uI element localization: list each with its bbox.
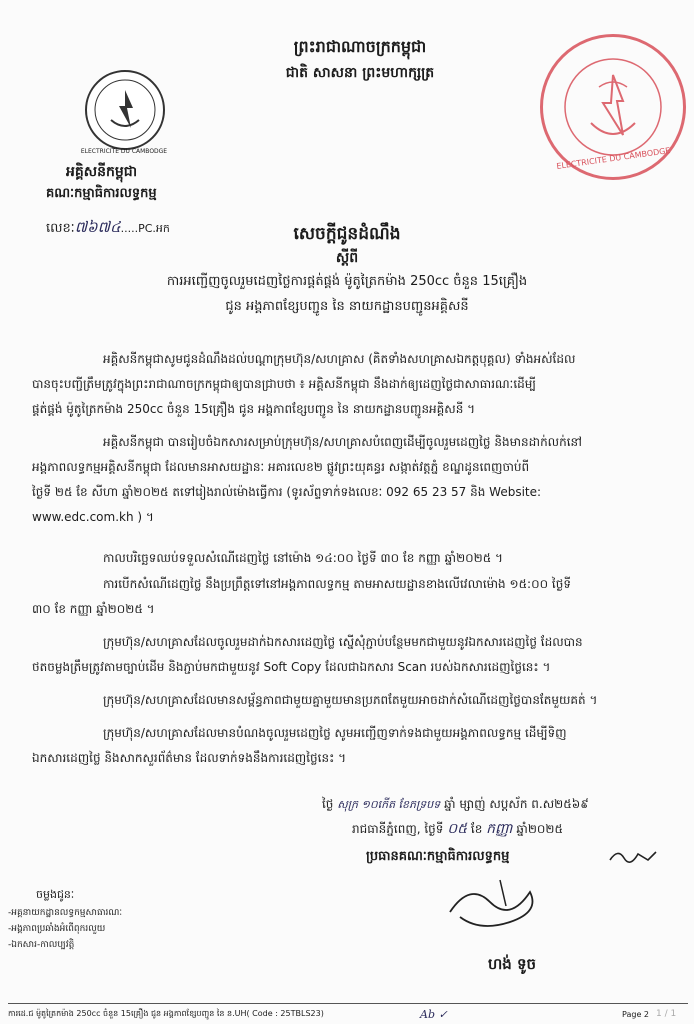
notice-subject-line2: ជូន អង្គភាពខ្សែបញ្ជូន នៃ នាយកដ្ឋានបញ្ជូនអគ្គិសនី xyxy=(225,299,469,314)
signer-name: ហង់ ទូច xyxy=(488,955,537,973)
gregorian-date xyxy=(352,820,563,838)
date-day-handwritten: ០៥ xyxy=(447,821,468,837)
cc-item: -ឯកសារ-កាលប្បវត្តិ xyxy=(8,940,75,950)
edc-logo xyxy=(85,70,165,150)
lunar-date-handwritten: សុក្រ ១០កើត ខែភទ្របទ xyxy=(337,798,441,811)
role-initials-icon xyxy=(608,846,658,866)
reference-handwritten: ៧៦៧៤ xyxy=(74,218,121,236)
paragraph-4-line-1: ការបើកសំណើដេញថ្លៃ នឹងប្រព្រឹត្តទៅនៅអង្គភាពលទ្ធកម្ម តាមអាសយដ្ឋានខាងលើវេលាម៉ោង ១៥:០០ ថ្ងៃទី xyxy=(103,577,571,591)
paragraph-1-line-3: ផ្គត់ផ្គង់ ម៉ូតូត្រៃកម៉ាង 250cc ចំនួន 15គ្រឿង ជូន អង្គភាពខ្សែបញ្ជូន នៃ នាយកដ្ឋានបញ្ជូនអគ្គិសនី ។ xyxy=(32,402,476,416)
paragraph-2-line-1: អគ្គិសនីកម្ពុជា បានរៀបចំឯកសារសម្រាប់ក្រុមហ៊ុន/សហគ្រាសបំពេញដើម្បីចូលរួមដេញថ្លៃ និងមានដាក់លក់នៅ xyxy=(103,435,582,449)
cc-item: -អគ្គនាយកដ្ឋានលទ្ធកម្មសាធារណៈ xyxy=(8,908,123,918)
paragraph-2-line-4: www.edc.com.kh ) ។ xyxy=(32,510,154,524)
notice-subject-line1: ការអញ្ជើញចូលរួមដេញថ្លៃការផ្គត់ផ្គង់ ម៉ូតូត្រៃកម៉ាង 250cc ចំនួន 15គ្រឿង xyxy=(166,274,528,289)
kingdom-title: ព្រះរាជាណាចក្រកម្ពុជា xyxy=(293,37,427,56)
reference-suffix: .....PC.អក xyxy=(120,222,170,235)
paragraph-1-line-1: អគ្គិសនីកម្ពុជាសូមជូនដំណឹងដល់បណ្តាក្រុមហ៊ុន/សហគ្រាស (គិតទាំងសហគ្រាសឯកត្តបុគ្គល) ទាំងអស់ដែល xyxy=(103,352,576,366)
footer-page-label: Page 2 xyxy=(622,1010,649,1019)
lunar-date-suffix: ឆ្នាំ ម្សាញ់ សប្តស័ក ព.ស២៥៦៩ xyxy=(444,797,589,811)
paragraph-2-line-2: អង្គភាពលទ្ធកម្មអគ្គិសនីកម្ពុជា ដែលមានអាសយដ្ឋានៈ អគារលេខ២ ផ្លូវព្រះយុគន្ធរ សង្កាត់វត្តភ្នំ ខណ្ឌដូនពេញចាប់ពី xyxy=(32,460,530,474)
department-name: គណៈកម្មាធិការលទ្ធកម្ម xyxy=(46,186,157,201)
footer-reference: ការដេ.ជ ម៉ូតូត្រៃកម៉ាង 250cc ចំនួន 15គ្រឿង ជូន អង្គភាពខ្សែបញ្ជូន នៃ ន.UH( Code : 25TBLS23) xyxy=(8,1009,324,1018)
national-motto: ជាតិ សាសនា ព្រះមហាក្សត្រ xyxy=(285,65,435,81)
signer-role: ប្រធានគណៈកម្មាធិការលទ្ធកម្ម xyxy=(366,849,510,864)
notice-heading: សេចក្តីជូនដំណឹង xyxy=(293,224,401,244)
cc-item: -អង្គភាពប្រឆាំងអំពើពុករលួយ xyxy=(8,924,106,934)
paragraph-2-line-3: ថ្ងៃទី ២៥ ខែ សីហា ឆ្នាំ២០២៥ តទៅរៀងរាល់ម៉ោងធ្វើការ (ទូរស័ព្ទទាក់ទងលេខៈ 092 65 23 57 និង Website: xyxy=(32,485,542,499)
paragraph-3: កាលបរិច្ឆេទឈប់ទទួលសំណើដេញថ្លៃ នៅម៉ោង ១៤:០០ ថ្ងៃទី ៣០ ខែ កញ្ញា ឆ្នាំ២០២៥ ។ xyxy=(103,551,503,565)
seal-text: ELECTRICITE DU CAMBODGE xyxy=(555,146,671,171)
footer-divider xyxy=(8,1003,688,1004)
edc-logo-text: ELECTRICITE DU CAMBODGE xyxy=(80,148,168,155)
edc-logo-graphic xyxy=(87,72,163,148)
paragraph-4-line-2: ៣០ ខែ កញ្ញា ឆ្នាំ២០២៥ ។ xyxy=(32,602,155,616)
signature-scribble xyxy=(440,872,560,942)
date-year: ឆ្នាំ២០២៥ xyxy=(516,822,563,836)
paragraph-5-line-1: ក្រុមហ៊ុន/សហគ្រាសដែលចូលរួមដាក់ឯកសារដេញថ្លៃ ស្នើសុំភ្ជាប់បន្ថែមមកជាមួយនូវឯកសារដេញថ្លៃ ដែលបាន xyxy=(103,635,583,649)
notice-subheading: ស្តីពី xyxy=(335,250,359,266)
lunar-date xyxy=(322,795,589,814)
paragraph-5-line-2: ថតចម្លងត្រឹមត្រូវតាមច្បាប់ដើម និងភ្ជាប់មកជាមួយនូវ Soft Copy ដែលជាឯកសារ Scan របស់ឯកសារដេញថ្លៃនេះ ។ xyxy=(32,660,551,674)
date-month-prefix: ខែ xyxy=(470,822,483,836)
cc-title: ចម្លងជូនៈ xyxy=(36,888,75,901)
lunar-date-prefix: ថ្ងៃ xyxy=(322,797,334,811)
paragraph-7-line-2: ឯកសារដេញថ្លៃ និងសាកសួរព័ត៌មាន ដែលទាក់ទងនឹងការដេញថ្លៃនេះ ។ xyxy=(32,751,347,765)
paragraph-1-line-2: បានចុះបញ្ជីត្រឹមត្រូវក្នុងព្រះរាជាណាចក្រកម្ពុជាឲ្យបានជ្រាបថា ៖ អគ្គិសនីកម្ពុជា នឹងដាក់ឲ្យដេញថ្លៃជាសាធារណៈដើម្បី xyxy=(32,377,536,391)
organization-name: អគ្គិសនីកម្ពុជា xyxy=(66,164,138,180)
date-prefix: រាជធានីភ្នំពេញ, ថ្ងៃទី xyxy=(352,822,444,836)
reference-prefix: លេខៈ xyxy=(46,221,75,236)
footer-page-of: 1 / 1 xyxy=(656,1009,677,1019)
footer-initials: Ab ✓ xyxy=(420,1008,448,1021)
paragraph-7-line-1: ក្រុមហ៊ុន/សហគ្រាសដែលមានបំណងចូលរួមដេញថ្លៃ សូមអញ្ជើញទាក់ទងជាមួយអង្គភាពលទ្ធកម្ម ដើម្បីទិញ xyxy=(103,726,567,740)
paragraph-6: ក្រុមហ៊ុន/សហគ្រាសដែលមានសម្ព័ន្ធភាពជាមួយគ្នាមួយមានប្រភពតែមួយអាចដាក់សំណើដេញថ្លៃបានតែមួយគត់ ។ xyxy=(103,693,598,707)
date-month-handwritten: កញ្ញា xyxy=(486,821,513,837)
